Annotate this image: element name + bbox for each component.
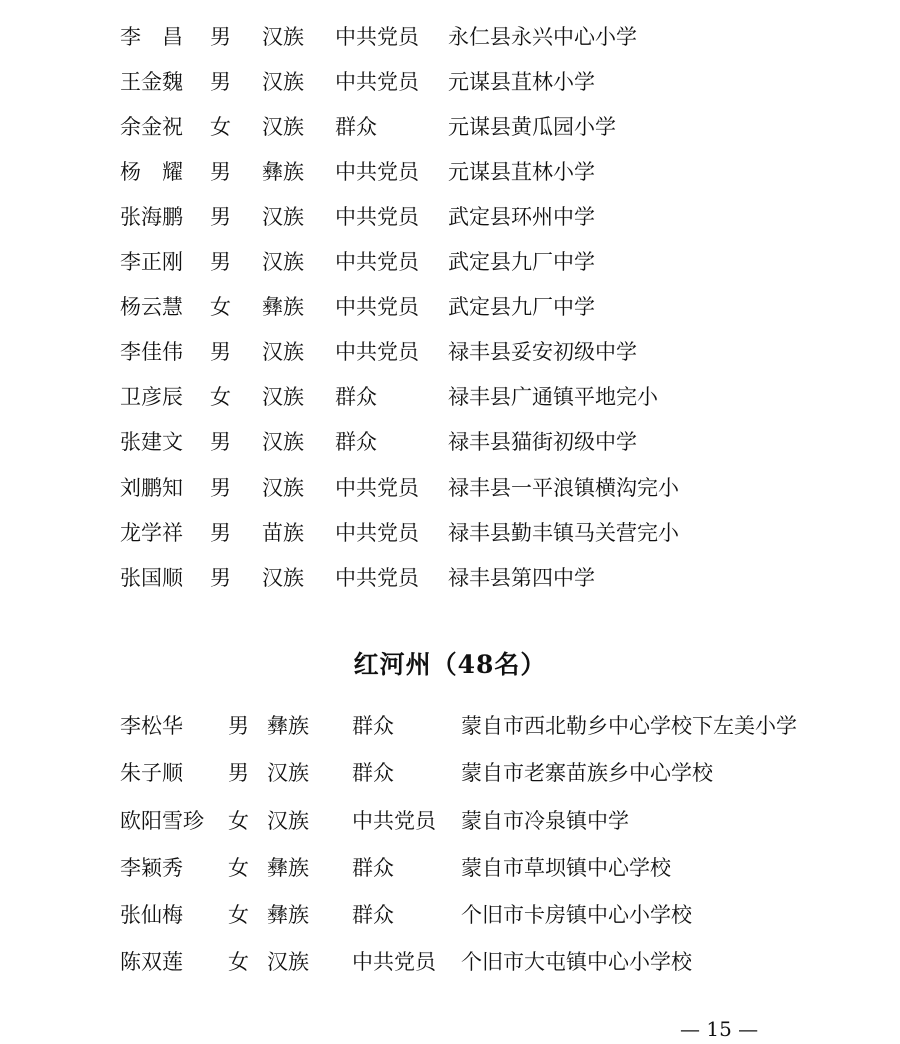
person-ethnicity: 汉族 (262, 566, 304, 590)
person-name: 欧阳雪珍 (120, 809, 204, 833)
person-political-status: 中共党员 (352, 950, 436, 974)
person-ethnicity: 汉族 (262, 115, 304, 139)
person-gender: 男 (228, 761, 249, 785)
person-ethnicity: 汉族 (267, 809, 309, 833)
person-ethnicity: 汉族 (262, 250, 304, 274)
person-name: 杨云慧 (120, 295, 183, 319)
person-gender: 男 (210, 250, 231, 274)
person-name: 卫彦辰 (120, 385, 183, 409)
person-political-status: 群众 (352, 903, 394, 927)
person-ethnicity: 彝族 (267, 856, 309, 880)
person-name: 李佳伟 (120, 340, 183, 364)
person-political-status: 中共党员 (335, 476, 419, 500)
person-name: 张国顺 (120, 566, 183, 590)
person-ethnicity: 汉族 (262, 385, 304, 409)
page-number: — 15 — (680, 1017, 759, 1041)
person-school: 武定县环州中学 (448, 205, 595, 229)
person-political-status: 群众 (335, 115, 377, 139)
person-political-status: 中共党员 (335, 340, 419, 364)
person-gender: 女 (228, 950, 249, 974)
person-school: 元谋县黄瓜园小学 (448, 115, 616, 139)
person-political-status: 中共党员 (352, 809, 436, 833)
person-ethnicity: 汉族 (262, 70, 304, 94)
person-gender: 女 (210, 295, 231, 319)
person-gender: 男 (210, 205, 231, 229)
person-name: 张仙梅 (120, 903, 183, 927)
person-political-status: 中共党员 (335, 566, 419, 590)
person-school: 个旧市大屯镇中心小学校 (461, 950, 692, 974)
person-political-status: 中共党员 (335, 521, 419, 545)
person-school: 武定县九厂中学 (448, 250, 595, 274)
person-gender: 女 (228, 856, 249, 880)
person-gender: 男 (210, 160, 231, 184)
person-name: 王金魏 (120, 70, 183, 94)
person-political-status: 群众 (335, 430, 377, 454)
person-school: 元谋县苴林小学 (448, 160, 595, 184)
person-school: 武定县九厂中学 (448, 295, 595, 319)
person-political-status: 中共党员 (335, 295, 419, 319)
person-school: 禄丰县第四中学 (448, 566, 595, 590)
person-gender: 男 (210, 566, 231, 590)
person-name: 张建文 (120, 430, 183, 454)
person-ethnicity: 汉族 (267, 950, 309, 974)
person-political-status: 群众 (352, 714, 394, 738)
person-gender: 男 (210, 70, 231, 94)
person-political-status: 中共党员 (335, 205, 419, 229)
person-gender: 男 (210, 25, 231, 49)
person-school: 蒙自市草坝镇中心学校 (461, 856, 671, 880)
person-political-status: 中共党员 (335, 160, 419, 184)
person-name: 张海鹏 (120, 205, 183, 229)
person-school: 禄丰县猫街初级中学 (448, 430, 637, 454)
person-gender: 女 (210, 385, 231, 409)
person-name: 杨耀 (120, 160, 204, 184)
person-gender: 男 (210, 476, 231, 500)
person-ethnicity: 汉族 (267, 761, 309, 785)
person-gender: 女 (228, 903, 249, 927)
person-ethnicity: 汉族 (262, 340, 304, 364)
person-gender: 男 (210, 430, 231, 454)
person-ethnicity: 汉族 (262, 205, 304, 229)
section-heading: 红河州（48名） (353, 650, 547, 679)
person-school: 个旧市卡房镇中心小学校 (461, 903, 692, 927)
person-political-status: 群众 (335, 385, 377, 409)
person-political-status: 中共党员 (335, 25, 419, 49)
person-political-status: 群众 (352, 761, 394, 785)
person-school: 蒙自市冷泉镇中学 (461, 809, 629, 833)
person-gender: 男 (210, 521, 231, 545)
person-political-status: 中共党员 (335, 70, 419, 94)
person-ethnicity: 汉族 (262, 25, 304, 49)
person-ethnicity: 彝族 (262, 295, 304, 319)
person-school: 元谋县苴林小学 (448, 70, 595, 94)
person-ethnicity: 彝族 (267, 714, 309, 738)
person-school: 永仁县永兴中心小学 (448, 25, 637, 49)
person-gender: 男 (210, 340, 231, 364)
person-ethnicity: 彝族 (262, 160, 304, 184)
person-name: 李松华 (120, 714, 183, 738)
person-political-status: 群众 (352, 856, 394, 880)
person-ethnicity: 汉族 (262, 430, 304, 454)
person-school: 禄丰县勤丰镇马关营完小 (448, 521, 679, 545)
person-ethnicity: 汉族 (262, 476, 304, 500)
person-name: 龙学祥 (120, 521, 183, 545)
person-name: 刘鹏知 (120, 476, 183, 500)
person-school: 禄丰县妥安初级中学 (448, 340, 637, 364)
person-ethnicity: 苗族 (262, 521, 304, 545)
person-name: 余金祝 (120, 115, 183, 139)
person-school: 禄丰县广通镇平地完小 (448, 385, 658, 409)
person-school: 蒙自市西北勒乡中心学校下左美小学 (461, 714, 797, 738)
person-ethnicity: 彝族 (267, 903, 309, 927)
person-school: 禄丰县一平浪镇横沟完小 (448, 476, 679, 500)
person-political-status: 中共党员 (335, 250, 419, 274)
person-gender: 男 (228, 714, 249, 738)
person-name: 朱子顺 (120, 761, 183, 785)
person-gender: 女 (228, 809, 249, 833)
person-school: 蒙自市老寨苗族乡中心学校 (461, 761, 713, 785)
person-name: 李昌 (120, 25, 204, 49)
person-gender: 女 (210, 115, 231, 139)
person-name: 陈双莲 (120, 950, 183, 974)
person-name: 李颖秀 (120, 856, 183, 880)
person-name: 李正刚 (120, 250, 183, 274)
